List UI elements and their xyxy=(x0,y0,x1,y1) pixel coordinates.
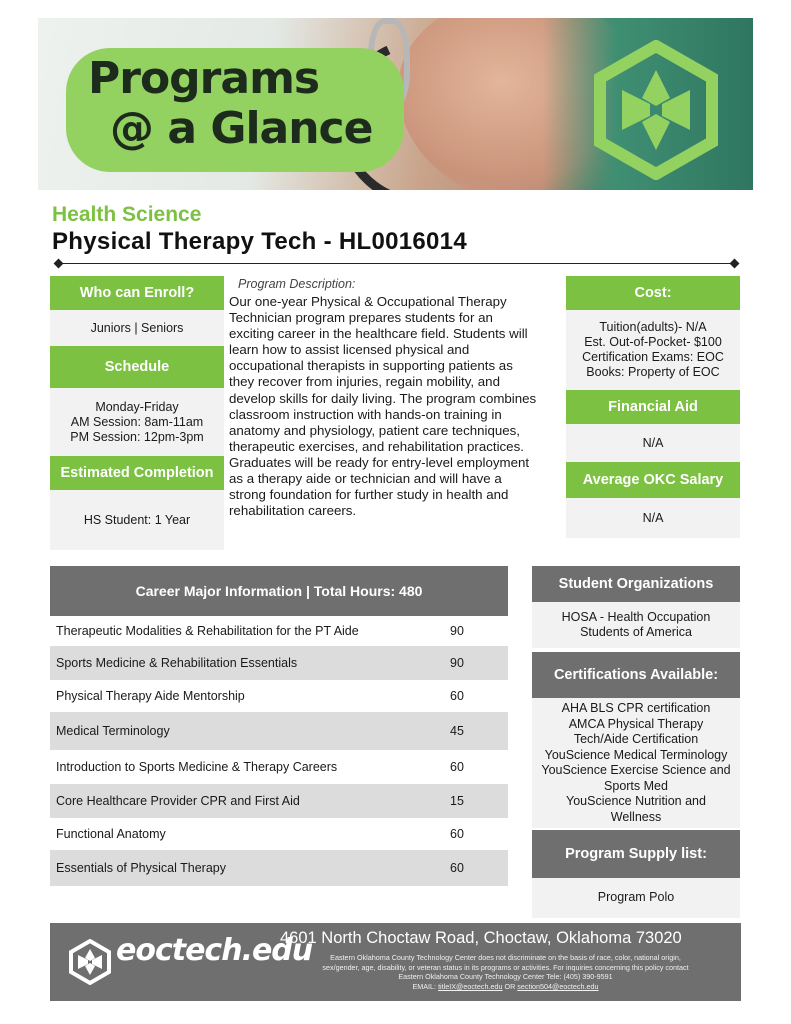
salary-title: Average OKC Salary xyxy=(566,462,740,498)
table-row xyxy=(50,750,508,784)
course-name: Therapeutic Modalities & Rehabilitation for the PT Aide xyxy=(56,624,359,638)
course-hours: 15 xyxy=(450,794,464,808)
certifications-box xyxy=(532,698,740,828)
financial-aid-title: Financial Aid xyxy=(566,390,740,424)
cost-exams: Certification Exams: EOC xyxy=(582,350,724,364)
student-orgs-line1: HOSA - Health Occupation xyxy=(561,609,711,624)
description-text: Our one-year Physical & Occupational Therapy Technician program prepares students for an exciting career in the healthcare field. Students will learn how to assist licensed physical and occupational therapists in supporting patients as they recover from injuries, regain mobility, and develop skills for daily living. The program combines classroom instruction with hands-on training in anatomy and physiology, patient care techniques, therapeutic exercises, and rehabilitation practices. Graduates will be ready for entry-level employment as a therapy aide or technician and will have a strong foundation for further study in health and rehabilitation careers. xyxy=(229,294,537,519)
legal-line: Eastern Oklahoma County Technology Center Tele: (405) 390-9591 xyxy=(398,972,613,981)
schedule-pm: PM Session: 12pm-3pm xyxy=(70,429,204,444)
course-name: Introduction to Sports Medicine & Therapy Careers xyxy=(56,760,338,774)
cost-books: Books: Property of EOC xyxy=(586,365,720,379)
course-hours: 90 xyxy=(450,624,464,638)
course-hours: 90 xyxy=(450,656,464,670)
email-link-section504[interactable]: section504@eoctech.edu xyxy=(517,981,599,991)
cost-title: Cost: xyxy=(566,276,740,310)
email-link-titleix[interactable]: titleIX@eoctech.edu xyxy=(438,981,503,991)
subject-heading: Health Science xyxy=(52,203,202,226)
cert-line: Wellness xyxy=(610,809,662,824)
schedule-days: Monday-Friday xyxy=(95,399,179,414)
course-name: Functional Anatomy xyxy=(56,827,166,841)
hero-banner xyxy=(38,18,753,190)
email-or: OR xyxy=(504,981,516,991)
course-hours: 60 xyxy=(450,827,464,841)
completion-title: Estimated Completion xyxy=(50,456,224,490)
cert-line: YouScience Exercise Science and xyxy=(541,763,731,777)
student-orgs-line2: Students of America xyxy=(580,625,692,639)
enroll-title: Who can Enroll? xyxy=(50,276,224,310)
schedule-box xyxy=(50,388,224,456)
footer-address: 4601 North Choctaw Road, Choctaw, Oklahoma 73020 xyxy=(280,929,682,947)
legal-line: sex/gender, age, disability, or veteran status in its programs or activities. For inquiries concerning this policy contact xyxy=(322,962,689,972)
email-label: EMAIL: xyxy=(412,981,437,991)
course-name: Physical Therapy Aide Mentorship xyxy=(56,689,245,703)
divider-dot-left xyxy=(54,259,64,269)
course-hours: 45 xyxy=(450,724,464,738)
course-name: Essentials of Physical Therapy xyxy=(56,861,226,875)
course-name: Sports Medicine & Rehabilitation Essentials xyxy=(56,656,298,670)
footer xyxy=(50,923,741,1001)
course-hours: 60 xyxy=(450,689,464,703)
divider-line xyxy=(58,263,735,264)
financial-aid-value: N/A xyxy=(566,424,740,462)
table-row xyxy=(50,712,508,750)
course-name: Core Healthcare Provider CPR and First Aid xyxy=(56,794,300,808)
cert-line: AHA BLS CPR certification xyxy=(561,701,711,715)
cost-box xyxy=(566,310,740,390)
table-row xyxy=(50,850,508,886)
schedule-am: AM Session: 8am-11am xyxy=(70,414,204,429)
hero-title-line2: @ a Glance xyxy=(110,103,373,154)
course-name: Medical Terminology xyxy=(56,724,170,738)
student-orgs-box xyxy=(532,602,740,648)
program-title: Physical Therapy Tech - HL0016014 xyxy=(52,228,467,255)
table-row xyxy=(50,818,508,850)
table-row xyxy=(50,784,508,818)
schedule-title: Schedule xyxy=(50,346,224,388)
enroll-value: Juniors | Seniors xyxy=(50,310,224,346)
cert-line: AMCA Physical Therapy xyxy=(568,716,704,731)
cost-out-of-pocket: Est. Out-of-Pocket- $100 xyxy=(584,335,722,349)
salary-value: N/A xyxy=(566,498,740,538)
student-orgs-title: Student Organizations xyxy=(532,566,740,602)
description-label: Program Description: xyxy=(238,277,356,291)
footer-legal xyxy=(278,953,733,991)
cost-tuition: Tuition(adults)- N/A xyxy=(599,320,707,334)
hexagon-asterisk-logo-icon xyxy=(68,939,112,985)
legal-email-line xyxy=(278,982,733,992)
supply-list-title: Program Supply list: xyxy=(532,830,740,878)
completion-value: HS Student: 1 Year xyxy=(50,490,224,550)
table-row xyxy=(50,646,508,680)
hexagon-asterisk-logo-icon xyxy=(586,40,726,180)
cert-line: Sports Med xyxy=(604,778,668,793)
footer-logo-text: eoctech.edu xyxy=(116,933,313,968)
hero-title xyxy=(88,54,372,154)
career-table-header: Career Major Information | Total Hours: 480 xyxy=(50,566,508,616)
legal-line: Eastern Oklahoma County Technology Center does not discriminate on the basis of race, color, national origin, xyxy=(330,953,681,962)
hero-title-line1: Programs xyxy=(88,53,320,104)
table-row xyxy=(50,680,508,712)
certifications-title: Certifications Available: xyxy=(532,652,740,698)
course-hours: 60 xyxy=(450,760,464,774)
cert-line: YouScience Medical Terminology xyxy=(544,747,728,762)
course-hours: 60 xyxy=(450,861,464,875)
supply-list-value: Program Polo xyxy=(532,878,740,918)
cert-line: YouScience Nutrition and xyxy=(566,794,706,808)
divider-dot-right xyxy=(730,259,740,269)
cert-line: Tech/Aide Certification xyxy=(573,732,699,746)
table-row xyxy=(50,616,508,646)
